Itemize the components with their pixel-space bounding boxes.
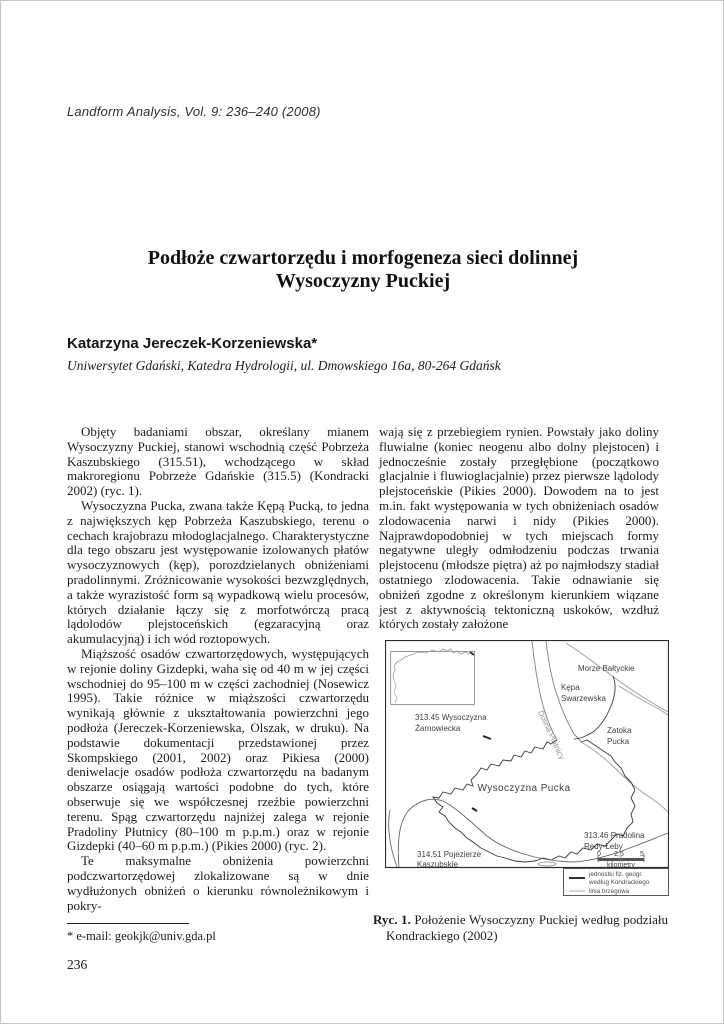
map-label-sea: Morze Bałtyckie xyxy=(578,664,635,674)
map-spur-mark xyxy=(483,736,491,739)
footnote xyxy=(67,923,216,944)
map-label-wysoczyzna-pucka: Wysoczyzna Pucka xyxy=(477,783,571,795)
page-number: 236 xyxy=(67,957,88,972)
map-label-zatoka-2: Pucka xyxy=(607,737,630,747)
map-label-kepa-1: Kępa xyxy=(561,683,580,693)
paragraph: Miąższość osadów czwartorzędowych, występujących w rejonie doliny Gizdepki, waha się od 40 m w jej części wschodniej do 95–100 m w części zachodniej (Nosewicz 1995). Takie różnice w miąższości czwartorzędu wynikają głównie z ukształtowania powierzchni jego podłoża (Jereczek-Korzeniewska, Olszak, w druku). Na podstawie dokumentacji przedstawionej przez Skompskiego (2001, 2002) oraz Pikiesa (2000) deniwelacje osadów podłoża czwartorzędu na badanym obszarze osiągają wartości podobne do tych, które obserwuje się we współczesnej rzeźbie powierzchni terenu. Spąg czwartorzędu najniżej zalega w rejonie Pradoliny Płutnicy (80–100 m p.p.m.) oraz w rejonie Gizdepki (40–60 m p.p.m.) (Pikies 2000) (ryc. 2). xyxy=(67,645,369,854)
figure-map xyxy=(385,640,669,903)
figure-caption xyxy=(373,912,668,943)
legend-entry1-line1: jednostki fiz. geogr. xyxy=(589,871,643,879)
map-label-dolina-plutnicy: Dolina Płutnicy xyxy=(536,709,567,761)
map-ryc-1 xyxy=(385,640,669,898)
map-spur-mark xyxy=(472,808,477,811)
coastline-hel-strip xyxy=(619,686,668,715)
paragraph: Wysoczyzna Pucka, zwana także Kępą Pucką, to jedna z największych kęp Pobrzeża Kaszubskiego, terenu o cechach krajobrazu młodoglacjalnego. Charakterystyczne dla tego obszaru jest występowanie izolowanych płatów wysoczyznowych (kęp), porozdzielanych obniżeniami pradolinnymi. Zróżnicowanie wysokości bezwzględnych, a także wyrazistość form są wypadkową wielu procesów, których działanie łączy się z morfotwórczą pracą lądolodów plejstoceńskich (egzaracyjną oraz akumulacyjną) i ich wód roztopowych. xyxy=(67,497,369,647)
title-line-2: Wysoczyzny Puckiej xyxy=(275,270,451,292)
right-column xyxy=(373,424,668,943)
journal-header: Landform Analysis, Vol. 9: 236–240 (2008) xyxy=(67,104,321,119)
map-label-zarnowiecka-1: 313.45 Wysoczyzna xyxy=(415,713,487,723)
article-title xyxy=(67,247,659,293)
map-label-pojezierze-1: 314.51 Pojezierze xyxy=(417,850,482,860)
map-label-pradolina-2: Redy-Łeby xyxy=(584,842,623,852)
footnote-text: * e-mail: geokjk@univ.gda.pl xyxy=(67,929,216,943)
inset-frame xyxy=(391,652,475,705)
map-label-zarnowiecka-2: Żarnowiecka xyxy=(415,724,461,734)
inset-study-area-marker xyxy=(470,652,474,655)
paragraph: Objęty badaniami obszar, określany mianem Wysoczyzny Puckiej, stanowi wschodnią część Pobrzeża Kaszubskiego (315.51), wchodzącego w skład makroregionu Pobrzeże Gdańskie (315.5) (Kondracki 2002) (ryc. 1). xyxy=(67,424,369,499)
inset-poland-border xyxy=(394,680,397,703)
paragraph: Te maksymalne obniżenia powierzchni podczwartorzędowej zlokalizowane są w dnie wydłużonych obniżeń o kierunku równoleżnikowym i pokry- xyxy=(67,853,369,913)
map-islet xyxy=(538,862,556,866)
left-column xyxy=(67,425,369,943)
author-affiliation: Uniwersytet Gdański, Katedra Hydrologii, ul. Dmowskiego 16a, 80-264 Gdańsk xyxy=(67,358,501,373)
map-label-kepa-2: Swarzewska xyxy=(561,694,606,704)
figure-caption-label: Ryc. 1. xyxy=(373,912,411,928)
scale-tick-25: 2,5 xyxy=(614,851,624,859)
legend-entry2: linia brzegowa xyxy=(589,888,630,896)
paragraph: wają się z przebiegiem rynien. Powstały jako doliny fluwialne (koniec neogenu albo dolny plejstocen) i jednocześnie zostały przegłębione (początkowo glacjalnie i fluwioglacjalnie) przez pierwsze lądolody plejstoceńskie (Pikies 2000). Dowodem na to jest m.in. fakt występowania w tych obniżeniach osadów zlodowacenia narwi i nidy (Pikies 2000). Najprawdopodobniej w tych miejscach formy negatywne uległy odmłodzeniu podczas trwania plejstocenu (młodsze piętra) aż po najmłodszy stadiał ostatniego zlodowacenia. Takie odnawianie się obniżeń zgodne z określonym kierunkiem wiązane jest z aktywnością tektoniczną uskoków, wzdłuż których zostały założone xyxy=(379,424,659,632)
footnote-rule xyxy=(67,923,189,924)
body-columns xyxy=(67,424,668,943)
coastline-zatoka xyxy=(581,742,668,812)
scale-unit: kilometry xyxy=(606,862,636,870)
legend-entry1-line2: według Kondrackiego xyxy=(589,879,650,887)
inset-poland-coast xyxy=(393,649,473,680)
scale-tick-0: 0 xyxy=(597,851,601,859)
title-line-1: Podłoże czwartorzędu i morfogeneza sieci dolinnej xyxy=(147,247,579,269)
scale-tick-5: 5 xyxy=(640,851,644,859)
map-label-zatoka-1: Zatoka xyxy=(607,726,632,736)
map-label-pradolina-1: 313.46 Pradolina xyxy=(584,831,645,841)
map-label-pojezierze-2: Kaszubskie xyxy=(417,860,458,870)
author-name: Katarzyna Jereczek-Korzeniewska* xyxy=(67,335,318,352)
figure-caption-text: Położenie Wysoczyzny Puckiej według podziału Kondrackiego (2002) xyxy=(386,912,668,943)
boundary-pradolina-outer xyxy=(389,810,397,867)
